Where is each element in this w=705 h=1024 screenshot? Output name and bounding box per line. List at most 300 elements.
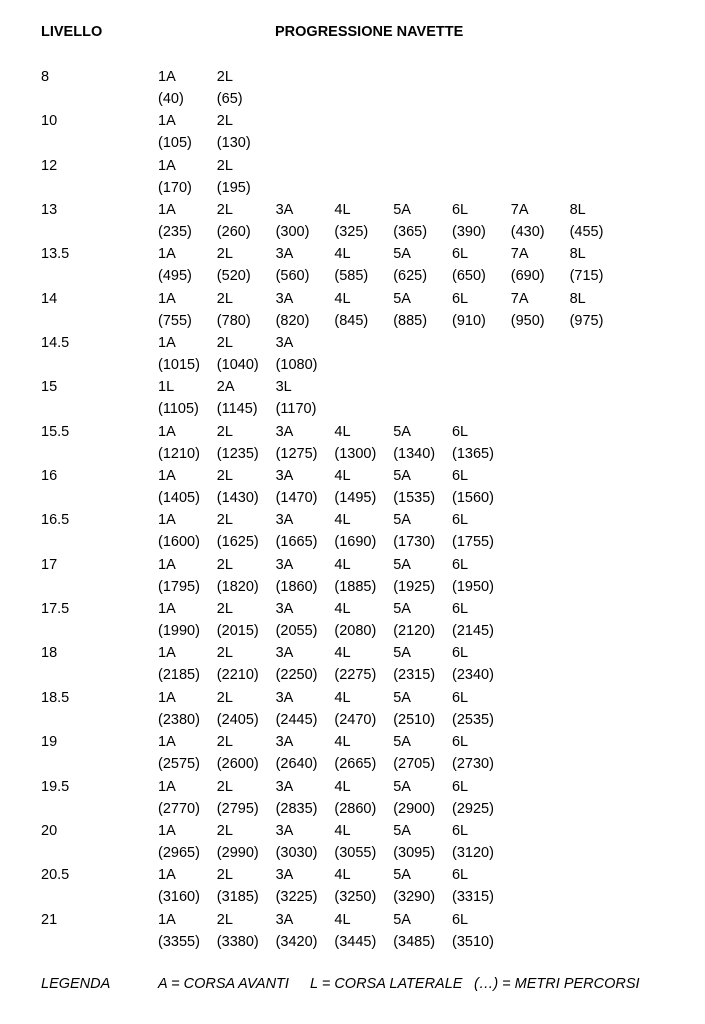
shuttle-cell — [334, 554, 393, 598]
shuttle-cell — [158, 155, 217, 199]
shuttle-code: 5A — [393, 689, 411, 706]
shuttle-meters: (3315) — [451, 889, 494, 906]
shuttle-meters: (1755) — [451, 534, 494, 551]
shuttle-cell — [276, 776, 335, 820]
shuttle-code: 6L — [451, 734, 469, 751]
shuttle-code: 2L — [216, 157, 233, 174]
shuttle-code: 4L — [334, 468, 351, 485]
shuttle-meters: (1990) — [158, 623, 200, 640]
shuttle-cell — [393, 288, 452, 332]
shuttle-code: 5A — [393, 246, 411, 263]
shuttle-meters: (2120) — [393, 623, 436, 640]
shuttle-cell — [217, 509, 276, 553]
shuttle-meters: (2055) — [275, 623, 318, 640]
table-row — [0, 110, 705, 154]
shuttle-code: 5A — [393, 778, 411, 795]
shuttle-code: 1A — [158, 734, 176, 751]
shuttle-code: 8L — [569, 202, 586, 219]
shuttle-code: 8L — [569, 246, 586, 263]
shuttle-cell — [334, 864, 393, 908]
shuttle-cell — [393, 909, 452, 953]
shuttle-code: 6L — [451, 822, 469, 839]
shuttle-cell — [452, 199, 511, 243]
shuttle-cell — [393, 421, 452, 465]
shuttle-cell — [217, 243, 276, 287]
shuttle-meters: (2535) — [451, 711, 494, 728]
shuttle-meters: (1015) — [158, 357, 200, 374]
shuttle-code: 4L — [334, 556, 351, 573]
level-value: 20 — [41, 822, 58, 839]
shuttle-code: 2L — [216, 246, 233, 263]
shuttle-code: 2L — [216, 601, 233, 618]
shuttle-list — [158, 376, 334, 420]
shuttle-cell — [217, 731, 276, 775]
shuttle-meters: (975) — [569, 312, 604, 329]
shuttle-cell — [158, 110, 217, 154]
shuttle-code: 4L — [334, 423, 351, 440]
shuttle-code: 1A — [158, 645, 176, 662]
shuttle-cell — [393, 642, 452, 686]
shuttle-code: 7A — [510, 290, 529, 307]
shuttle-cell — [276, 731, 335, 775]
level-value: 12 — [41, 157, 58, 174]
shuttle-code: 2L — [216, 468, 233, 485]
shuttle-meters: (455) — [569, 224, 604, 241]
shuttle-code: 1A — [158, 601, 176, 618]
shuttle-code: 6L — [451, 645, 469, 662]
shuttle-code: 5A — [393, 601, 411, 618]
shuttle-meters: (1600) — [158, 534, 200, 551]
shuttle-list — [158, 66, 276, 110]
shuttle-code: 3A — [275, 468, 294, 485]
shuttle-meters: (585) — [334, 268, 369, 285]
shuttle-code: 2L — [216, 290, 233, 307]
shuttle-cell — [158, 66, 217, 110]
shuttle-cell — [158, 243, 217, 287]
shuttle-code: 3A — [275, 911, 294, 928]
shuttle-code: 1A — [158, 202, 176, 219]
shuttle-code: 2L — [216, 911, 233, 928]
shuttle-cell — [570, 288, 629, 332]
shuttle-meters: (3160) — [158, 889, 200, 906]
table-row — [0, 465, 705, 509]
shuttle-meters: (2600) — [216, 756, 259, 773]
level-value: 18 — [41, 645, 58, 662]
shuttle-list — [158, 598, 511, 642]
shuttle-code: 7A — [510, 246, 529, 263]
shuttle-meters: (2510) — [393, 711, 436, 728]
table-row — [0, 509, 705, 553]
progression-table — [0, 66, 705, 953]
shuttle-code: 2L — [216, 512, 233, 529]
shuttle-meters: (325) — [334, 224, 369, 241]
shuttle-code: 1A — [158, 468, 176, 485]
shuttle-code: 6L — [451, 689, 469, 706]
shuttle-cell — [217, 376, 276, 420]
shuttle-cell — [570, 243, 629, 287]
shuttle-code: 6L — [451, 512, 469, 529]
shuttle-meters: (235) — [158, 224, 192, 241]
shuttle-cell — [334, 465, 393, 509]
shuttle-meters: (3485) — [393, 933, 436, 950]
shuttle-cell — [452, 288, 511, 332]
shuttle-cell — [217, 554, 276, 598]
shuttle-meters: (1210) — [158, 445, 200, 462]
legend-label: LEGENDA — [41, 976, 111, 992]
table-row — [0, 864, 705, 908]
table-row — [0, 598, 705, 642]
shuttle-meters: (3355) — [158, 933, 200, 950]
shuttle-code: 5A — [393, 423, 411, 440]
shuttle-cell — [276, 687, 335, 731]
shuttle-code: 4L — [334, 202, 351, 219]
legend-forward-run: A = CORSA AVANTI — [158, 976, 289, 992]
shuttle-list — [158, 642, 511, 686]
shuttle-cell — [276, 243, 335, 287]
shuttle-meters: (625) — [393, 268, 428, 285]
shuttle-code: 1A — [158, 778, 176, 795]
shuttle-meters: (1535) — [393, 490, 436, 507]
table-row — [0, 376, 705, 420]
shuttle-meters: (195) — [216, 179, 251, 196]
shuttle-cell — [276, 465, 335, 509]
level-value: 16.5 — [41, 512, 70, 529]
shuttle-code: 1A — [158, 689, 176, 706]
shuttle-meters: (1820) — [216, 578, 259, 595]
shuttle-cell — [334, 598, 393, 642]
shuttle-cell — [393, 465, 452, 509]
shuttle-list — [158, 243, 628, 287]
shuttle-code: 3A — [275, 689, 294, 706]
shuttle-meters: (170) — [158, 179, 192, 196]
shuttle-meters: (3250) — [334, 889, 377, 906]
shuttle-cell — [158, 465, 217, 509]
shuttle-code: 4L — [334, 601, 351, 618]
shuttle-code: 6L — [451, 601, 469, 618]
shuttle-meters: (910) — [451, 312, 486, 329]
shuttle-cell — [217, 864, 276, 908]
legend-lateral-run: L = CORSA LATERALE — [310, 976, 463, 992]
shuttle-list — [158, 421, 511, 465]
shuttle-code: 4L — [334, 689, 351, 706]
shuttle-meters: (3120) — [451, 844, 494, 861]
shuttle-meters: (2965) — [158, 844, 200, 861]
shuttle-meters: (2795) — [216, 800, 259, 817]
shuttle-meters: (365) — [393, 224, 428, 241]
shuttle-meters: (2640) — [275, 756, 318, 773]
shuttle-cell — [334, 243, 393, 287]
shuttle-cell — [276, 288, 335, 332]
shuttle-list — [158, 820, 511, 864]
shuttle-code: 3A — [275, 246, 294, 263]
shuttle-code: 3A — [275, 556, 294, 573]
shuttle-code: 1A — [158, 423, 176, 440]
shuttle-meters: (2315) — [393, 667, 436, 684]
shuttle-meters: (1430) — [216, 490, 259, 507]
shuttle-code: 1A — [158, 157, 176, 174]
shuttle-cell — [452, 731, 511, 775]
shuttle-cell — [276, 864, 335, 908]
shuttle-meters: (3095) — [393, 844, 436, 861]
shuttle-meters: (1885) — [334, 578, 377, 595]
shuttle-cell — [158, 687, 217, 731]
shuttle-list — [158, 332, 334, 376]
shuttle-cell — [393, 509, 452, 553]
shuttle-code: 5A — [393, 911, 411, 928]
shuttle-code: 6L — [451, 202, 469, 219]
shuttle-cell — [217, 199, 276, 243]
shuttle-list — [158, 288, 628, 332]
shuttle-cell — [217, 598, 276, 642]
shuttle-code: 5A — [393, 202, 411, 219]
shuttle-cell — [452, 687, 511, 731]
table-row — [0, 199, 705, 243]
shuttle-cell — [158, 598, 217, 642]
shuttle-code: 6L — [451, 246, 469, 263]
level-value: 14 — [41, 290, 58, 307]
table-row — [0, 554, 705, 598]
shuttle-code: 2L — [216, 689, 233, 706]
shuttle-code: 2L — [216, 778, 233, 795]
shuttle-code: 2L — [216, 645, 233, 662]
shuttle-cell — [511, 199, 570, 243]
table-row — [0, 776, 705, 820]
table-row — [0, 909, 705, 953]
shuttle-list — [158, 155, 276, 199]
shuttle-cell — [334, 642, 393, 686]
shuttle-meters: (1340) — [393, 445, 436, 462]
shuttle-meters: (3225) — [275, 889, 318, 906]
shuttle-meters: (950) — [510, 312, 545, 329]
shuttle-list — [158, 110, 276, 154]
shuttle-cell — [276, 820, 335, 864]
shuttle-code: 7A — [510, 202, 529, 219]
shuttle-code: 2L — [216, 202, 233, 219]
shuttle-meters: (1730) — [393, 534, 436, 551]
level-value: 18.5 — [41, 689, 70, 706]
shuttle-cell — [452, 598, 511, 642]
shuttle-list — [158, 465, 511, 509]
shuttle-meters: (1495) — [334, 490, 377, 507]
shuttle-cell — [158, 421, 217, 465]
shuttle-code: 6L — [451, 468, 469, 485]
shuttle-cell — [217, 288, 276, 332]
shuttle-code: 5A — [393, 645, 411, 662]
shuttle-meters: (3445) — [334, 933, 377, 950]
shuttle-list — [158, 509, 511, 553]
shuttle-code: 5A — [393, 556, 411, 573]
shuttle-meters: (1145) — [216, 401, 258, 418]
shuttle-meters: (690) — [510, 268, 545, 285]
shuttle-code: 5A — [393, 822, 411, 839]
shuttle-cell — [276, 332, 335, 376]
level-value: 14.5 — [41, 335, 70, 352]
shuttle-meters: (560) — [275, 268, 310, 285]
shuttle-meters: (3185) — [216, 889, 259, 906]
shuttle-cell — [217, 687, 276, 731]
shuttle-code: 4L — [334, 734, 351, 751]
shuttle-code: 1A — [158, 556, 176, 573]
shuttle-cell — [334, 731, 393, 775]
shuttle-code: 1A — [158, 335, 176, 352]
shuttle-meters: (3055) — [334, 844, 377, 861]
shuttle-meters: (40) — [158, 91, 184, 107]
shuttle-meters: (105) — [158, 135, 192, 152]
shuttle-meters: (1170) — [275, 401, 317, 418]
shuttle-code: 2L — [216, 69, 233, 85]
shuttle-meters: (3420) — [275, 933, 318, 950]
shuttle-meters: (495) — [158, 268, 192, 285]
shuttle-code: 4L — [334, 512, 351, 529]
shuttle-code: 1A — [158, 822, 176, 839]
shuttle-meters: (1795) — [158, 578, 200, 595]
table-row — [0, 731, 705, 775]
level-value: 13.5 — [41, 246, 70, 263]
shuttle-list — [158, 864, 511, 908]
shuttle-meters: (715) — [569, 268, 604, 285]
table-row — [0, 687, 705, 731]
shuttle-meters: (65) — [216, 91, 243, 107]
level-value: 17 — [41, 556, 58, 573]
shuttle-cell — [158, 554, 217, 598]
shuttle-cell — [158, 288, 217, 332]
shuttle-meters: (1690) — [334, 534, 377, 551]
shuttle-cell — [393, 776, 452, 820]
shuttle-meters: (1235) — [216, 445, 259, 462]
shuttle-cell — [158, 731, 217, 775]
shuttle-meters: (1665) — [275, 534, 318, 551]
shuttle-list — [158, 554, 511, 598]
shuttle-meters: (2900) — [393, 800, 436, 817]
shuttle-cell — [217, 421, 276, 465]
shuttle-code: 2L — [216, 423, 233, 440]
shuttle-meters: (2210) — [216, 667, 259, 684]
table-row — [0, 332, 705, 376]
shuttle-meters: (1625) — [216, 534, 259, 551]
shuttle-meters: (1275) — [275, 445, 318, 462]
shuttle-cell — [334, 288, 393, 332]
shuttle-cell — [217, 66, 276, 110]
shuttle-cell — [452, 820, 511, 864]
shuttle-cell — [570, 199, 629, 243]
shuttle-cell — [393, 687, 452, 731]
legend-meters-run: (…) = METRI PERCORSI — [474, 976, 640, 992]
level-value: 15.5 — [41, 423, 70, 440]
shuttle-code: 5A — [393, 468, 411, 485]
table-row — [0, 642, 705, 686]
shuttle-code: 3L — [275, 379, 292, 396]
table-row — [0, 243, 705, 287]
level-value: 16 — [41, 468, 58, 485]
shuttle-code: 3A — [275, 645, 294, 662]
shuttle-meters: (2925) — [451, 800, 494, 817]
shuttle-meters: (260) — [216, 224, 251, 241]
shuttle-code: 2L — [216, 335, 233, 352]
shuttle-meters: (820) — [275, 312, 310, 329]
shuttle-cell — [452, 421, 511, 465]
shuttle-cell — [276, 598, 335, 642]
shuttle-cell — [334, 199, 393, 243]
shuttle-meters: (2145) — [451, 623, 494, 640]
shuttle-meters: (1040) — [216, 357, 259, 374]
table-row — [0, 288, 705, 332]
level-value: 15 — [41, 379, 58, 396]
shuttle-code: 1A — [158, 911, 176, 928]
shuttle-meters: (1560) — [451, 490, 494, 507]
shuttle-code: 5A — [393, 734, 411, 751]
level-value: 17.5 — [41, 601, 70, 618]
table-row — [0, 155, 705, 199]
shuttle-meters: (2470) — [334, 711, 377, 728]
shuttle-code: 2L — [216, 556, 233, 573]
table-row — [0, 421, 705, 465]
shuttle-meters: (130) — [216, 135, 251, 152]
shuttle-code: 4L — [334, 246, 351, 263]
shuttle-meters: (2860) — [334, 800, 377, 817]
level-value: 13 — [41, 202, 58, 219]
shuttle-cell — [276, 554, 335, 598]
shuttle-code: 5A — [393, 867, 411, 884]
level-column-header: LIVELLO — [41, 24, 103, 40]
shuttle-meters: (2665) — [334, 756, 377, 773]
shuttle-cell — [158, 199, 217, 243]
shuttle-code: 1A — [158, 69, 176, 85]
shuttle-code: 4L — [334, 645, 351, 662]
shuttle-code: 1A — [158, 290, 176, 307]
shuttle-cell — [452, 554, 511, 598]
shuttle-meters: (1860) — [275, 578, 318, 595]
shuttle-cell — [393, 864, 452, 908]
shuttle-meters: (2730) — [451, 756, 494, 773]
shuttle-meters: (2015) — [216, 623, 259, 640]
shuttle-meters: (2405) — [216, 711, 259, 728]
shuttle-cell — [276, 376, 335, 420]
shuttle-code: 3A — [275, 290, 294, 307]
shuttle-meters: (885) — [393, 312, 428, 329]
shuttle-code: 1L — [158, 379, 175, 396]
shuttle-meters: (3030) — [275, 844, 318, 861]
level-value: 20.5 — [41, 867, 70, 884]
shuttle-meters: (2250) — [275, 667, 318, 684]
shuttle-meters: (1105) — [158, 401, 199, 418]
shuttle-cell — [217, 332, 276, 376]
shuttle-meters: (3290) — [393, 889, 436, 906]
shuttle-cell — [217, 776, 276, 820]
shuttle-code: 6L — [451, 867, 469, 884]
shuttle-cell — [452, 509, 511, 553]
shuttle-code: 3A — [275, 512, 294, 529]
table-row — [0, 66, 705, 110]
shuttle-cell — [334, 820, 393, 864]
shuttle-code: 3A — [275, 423, 294, 440]
shuttle-meters: (2770) — [158, 800, 200, 817]
shuttle-cell — [276, 509, 335, 553]
shuttle-code: 5A — [393, 290, 411, 307]
shuttle-cell — [452, 909, 511, 953]
shuttle-code: 8L — [569, 290, 586, 307]
shuttle-cell — [158, 332, 217, 376]
shuttle-code: 3A — [275, 202, 294, 219]
shuttle-cell — [158, 376, 217, 420]
shuttle-code: 2L — [216, 113, 233, 130]
shuttle-cell — [393, 731, 452, 775]
shuttle-cell — [334, 776, 393, 820]
shuttle-cell — [393, 554, 452, 598]
shuttle-code: 3A — [275, 601, 294, 618]
shuttle-cell — [158, 820, 217, 864]
shuttle-cell — [334, 909, 393, 953]
level-value: 19.5 — [41, 778, 70, 795]
